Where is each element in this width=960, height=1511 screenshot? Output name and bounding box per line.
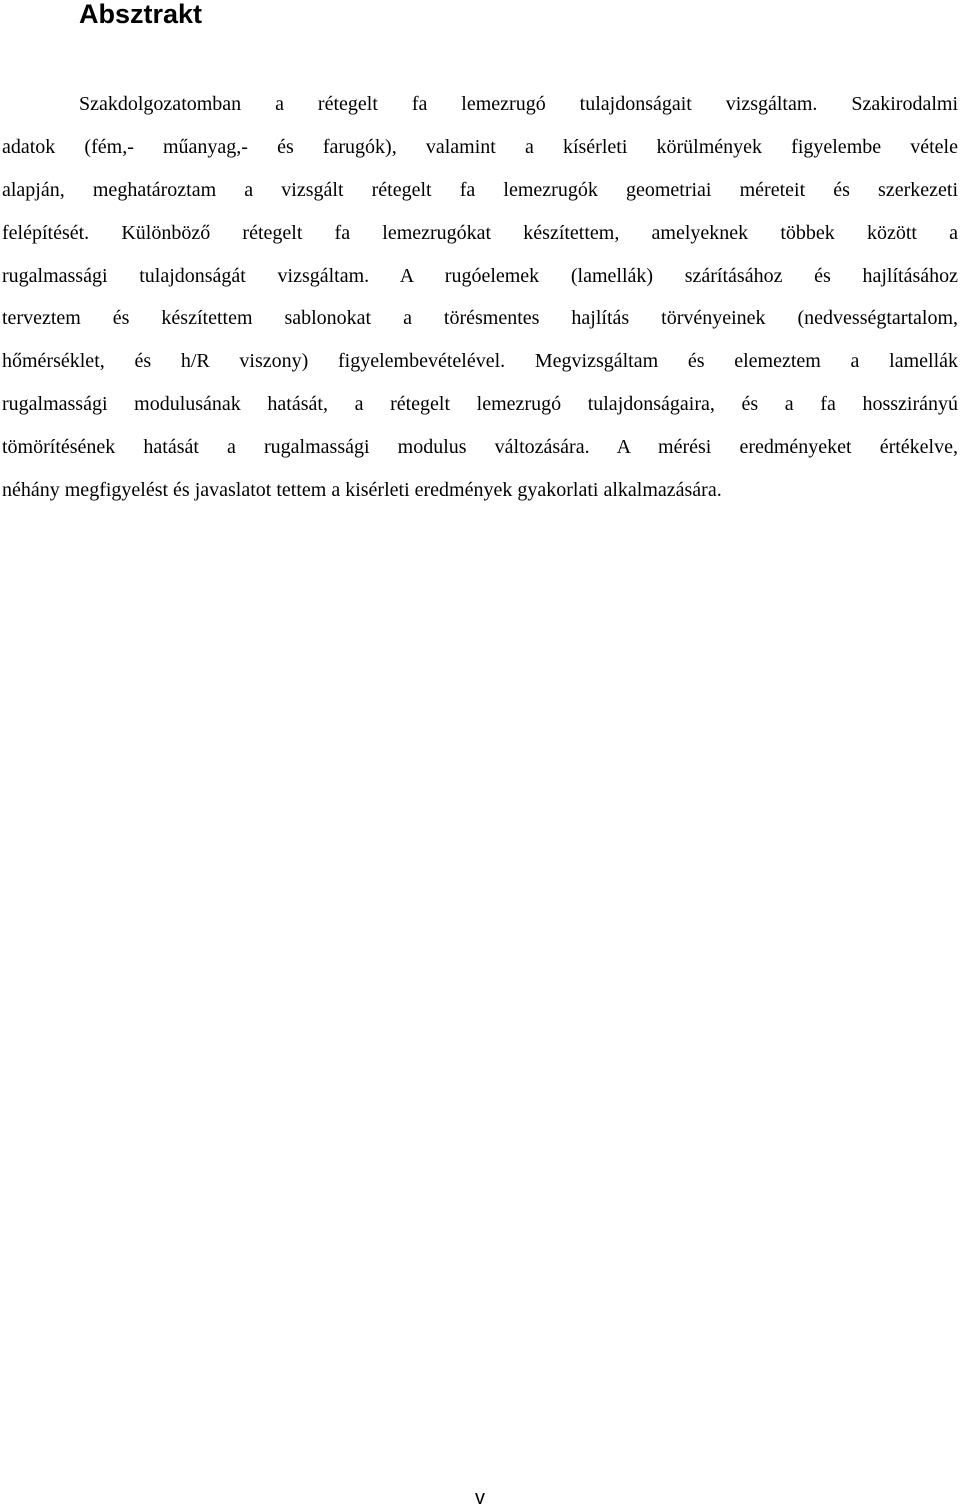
paragraph-line: Szakdolgozatomban a rétegelt fa lemezrugó tulajdonságait vizsgáltam. Szakirodalmi [79, 93, 958, 115]
paragraph-line: adatok (fém,- műanyag,- és farugók), valamint a kísérleti körülmények figyelembe vétele [2, 135, 958, 158]
section-heading: Absztrakt [79, 0, 203, 29]
paragraph-line: hőmérséklet, és h/R viszony) figyelembevételével. Megvizsgáltam és elemeztem a lamellák [2, 350, 958, 373]
page-number: v [475, 1487, 485, 1509]
paragraph-line: felépítését. Különböző rétegelt fa lemezrugókat készítettem, amelyeknek többek között a [2, 221, 958, 244]
paragraph-line: terveztem és készítettem sablonokat a törésmentes hajlítás törvényeinek (nedvességtartalom, [2, 307, 958, 330]
abstract-paragraph [2, 83, 958, 512]
paragraph-line: rugalmassági tulajdonságát vizsgáltam. A rugóelemek (lamellák) szárításához és hajlításához [2, 264, 958, 287]
paragraph-line: néhány megfigyelést és javaslatot tettem a kisérleti eredmények gyakorlati alkalmazására. [2, 479, 722, 502]
paragraph-line: rugalmassági modulusának hatását, a rétegelt lemezrugó tulajdonságaira, és a fa hosszirányú [2, 393, 958, 416]
paragraph-line: tömörítésének hatását a rugalmassági modulus változására. A mérési eredményeket értékelve, [2, 436, 958, 459]
paragraph-line: alapján, meghatároztam a vizsgált rétegelt fa lemezrugók geometriai méreteit és szerkezeti [2, 178, 958, 201]
